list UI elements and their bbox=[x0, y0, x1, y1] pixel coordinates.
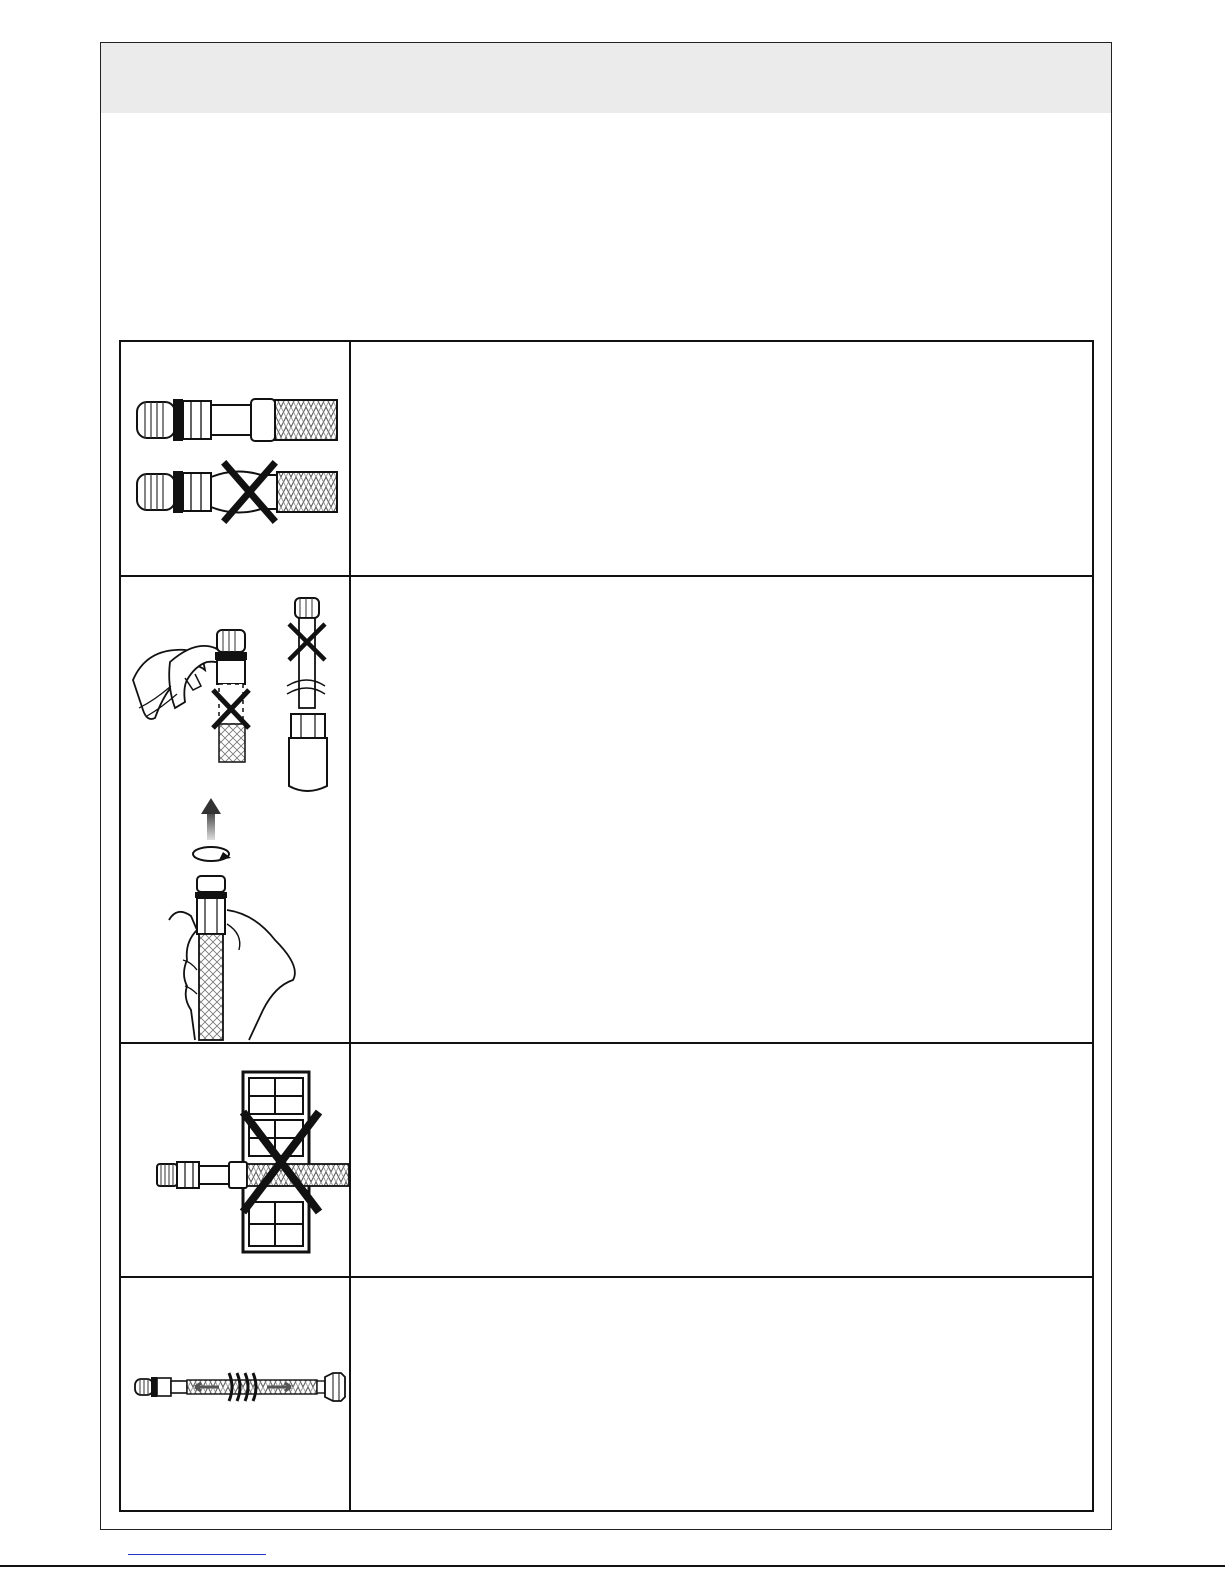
hose-fitting-bend-icon bbox=[131, 387, 341, 537]
instruction-table bbox=[119, 340, 1094, 1512]
hose-stretch-icon bbox=[133, 1367, 348, 1407]
row-divider bbox=[121, 575, 1092, 577]
twist-arrow-icon bbox=[193, 798, 231, 861]
hose-straight-icon bbox=[157, 1162, 349, 1188]
hose-handling-icon bbox=[125, 590, 347, 1040]
table-row bbox=[361, 1288, 1081, 1498]
header-band bbox=[101, 43, 1111, 113]
footer-link[interactable] bbox=[128, 1554, 266, 1555]
table-row bbox=[361, 1054, 1081, 1264]
table-row bbox=[361, 587, 1081, 1027]
bottom-rule bbox=[0, 1565, 1225, 1567]
hose-through-grid-icon bbox=[151, 1062, 351, 1262]
hose-wrong-bend-icon bbox=[137, 465, 337, 519]
column-divider bbox=[349, 342, 351, 1510]
hose-correct-icon bbox=[137, 399, 337, 441]
hose-end-wrong-icon bbox=[213, 630, 249, 762]
hand-holding-hose-icon bbox=[169, 876, 295, 1040]
row-divider bbox=[121, 1276, 1092, 1278]
table-row bbox=[361, 352, 1081, 562]
row-divider bbox=[121, 1042, 1092, 1044]
hose-long-wrong-icon bbox=[287, 598, 327, 791]
hex-nut-icon bbox=[325, 1373, 345, 1401]
